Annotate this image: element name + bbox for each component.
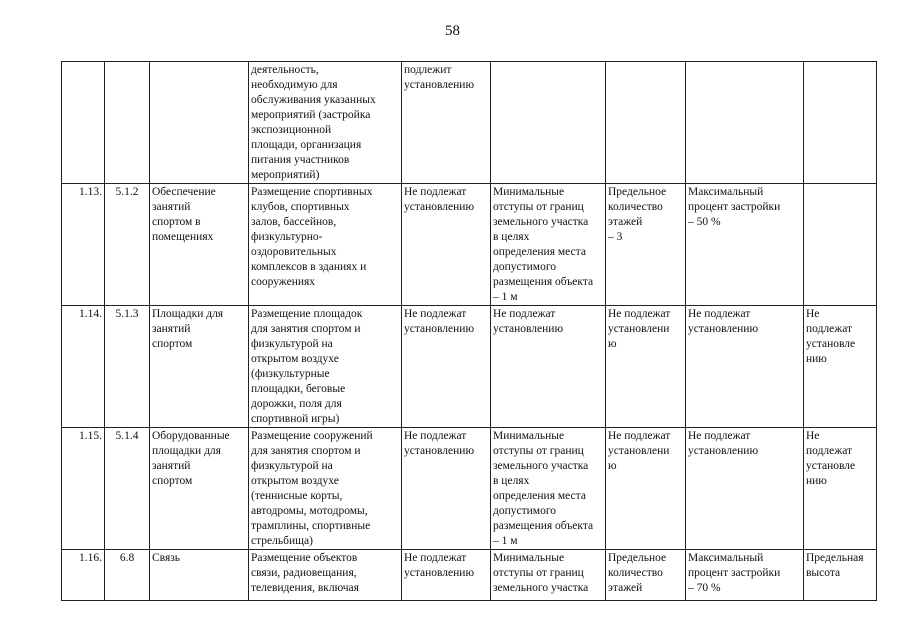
coverage-limit-cell: Не подлежат установлению	[686, 428, 804, 550]
row-number-cell	[62, 62, 105, 184]
setback-limit-cell: Минимальные отступы от границ земельного участка в целях определения места допустимого размещения объекта – 1 м	[491, 428, 606, 550]
plot-area-limit-cell: Не подлежат установлению	[402, 184, 491, 306]
use-name-cell: Площадки для занятий спортом	[150, 306, 249, 428]
row-number-cell: 1.16.	[62, 550, 105, 601]
coverage-limit-cell: Максимальный процент застройки – 50 %	[686, 184, 804, 306]
use-description-cell: Размещение объектов связи, радиовещания, телевидения, включая	[249, 550, 402, 601]
height-limit-cell: Не подлежат установле нию	[804, 306, 877, 428]
plot-area-limit-cell: Не подлежат установлению	[402, 550, 491, 601]
use-code-cell: 5.1.3	[105, 306, 150, 428]
use-code-cell: 5.1.2	[105, 184, 150, 306]
setback-limit-cell: Минимальные отступы от границ земельного участка	[491, 550, 606, 601]
row-number-cell: 1.15.	[62, 428, 105, 550]
use-code-cell: 5.1.4	[105, 428, 150, 550]
floors-limit-cell: Предельное количество этажей	[606, 550, 686, 601]
height-limit-cell	[804, 62, 877, 184]
use-code-cell	[105, 62, 150, 184]
use-name-cell: Оборудованные площадки для занятий спортом	[150, 428, 249, 550]
table-row	[62, 550, 877, 601]
floors-limit-cell: Не подлежат установлени ю	[606, 306, 686, 428]
use-name-cell	[150, 62, 249, 184]
use-description-cell: Размещение спортивных клубов, спортивных залов, бассейнов, физкультурно- оздоровительных комплексов в зданиях и сооружениях	[249, 184, 402, 306]
use-code-cell: 6.8	[105, 550, 150, 601]
use-description-cell: Размещение площадок для занятия спортом и физкультурой на открытом воздухе (физкультурные площадки, беговые дорожки, поля для спортивной игры)	[249, 306, 402, 428]
floors-limit-cell	[606, 62, 686, 184]
use-name-cell: Обеспечение занятий спортом в помещениях	[150, 184, 249, 306]
row-number-cell: 1.14.	[62, 306, 105, 428]
table-row	[62, 428, 877, 550]
zoning-regulations-table	[61, 61, 877, 601]
plot-area-limit-cell: Не подлежат установлению	[402, 428, 491, 550]
use-name-cell: Связь	[150, 550, 249, 601]
coverage-limit-cell: Не подлежат установлению	[686, 306, 804, 428]
coverage-limit-cell	[686, 62, 804, 184]
floors-limit-cell: Предельное количество этажей – 3	[606, 184, 686, 306]
plot-area-limit-cell: Не подлежат установлению	[402, 306, 491, 428]
table-row	[62, 306, 877, 428]
row-number-cell: 1.13.	[62, 184, 105, 306]
use-description-cell: Размещение сооружений для занятия спортом и физкультурой на открытом воздухе (теннисные корты, автодромы, мотодромы, трамплины, спортивные стрельбища)	[249, 428, 402, 550]
height-limit-cell	[804, 184, 877, 306]
page-number: 58	[445, 23, 460, 39]
table-row	[62, 184, 877, 306]
height-limit-cell: Предельная высота	[804, 550, 877, 601]
plot-area-limit-cell: подлежит установлению	[402, 62, 491, 184]
table-row	[62, 62, 877, 184]
coverage-limit-cell: Максимальный процент застройки – 70 %	[686, 550, 804, 601]
setback-limit-cell	[491, 62, 606, 184]
use-description-cell: деятельность, необходимую для обслуживания указанных мероприятий (застройка экспозиционной площади, организация питания участников мероприятий)	[249, 62, 402, 184]
setback-limit-cell: Не подлежат установлению	[491, 306, 606, 428]
setback-limit-cell: Минимальные отступы от границ земельного участка в целях определения места допустимого размещения объекта – 1 м	[491, 184, 606, 306]
height-limit-cell: Не подлежат установле нию	[804, 428, 877, 550]
floors-limit-cell: Не подлежат установлени ю	[606, 428, 686, 550]
